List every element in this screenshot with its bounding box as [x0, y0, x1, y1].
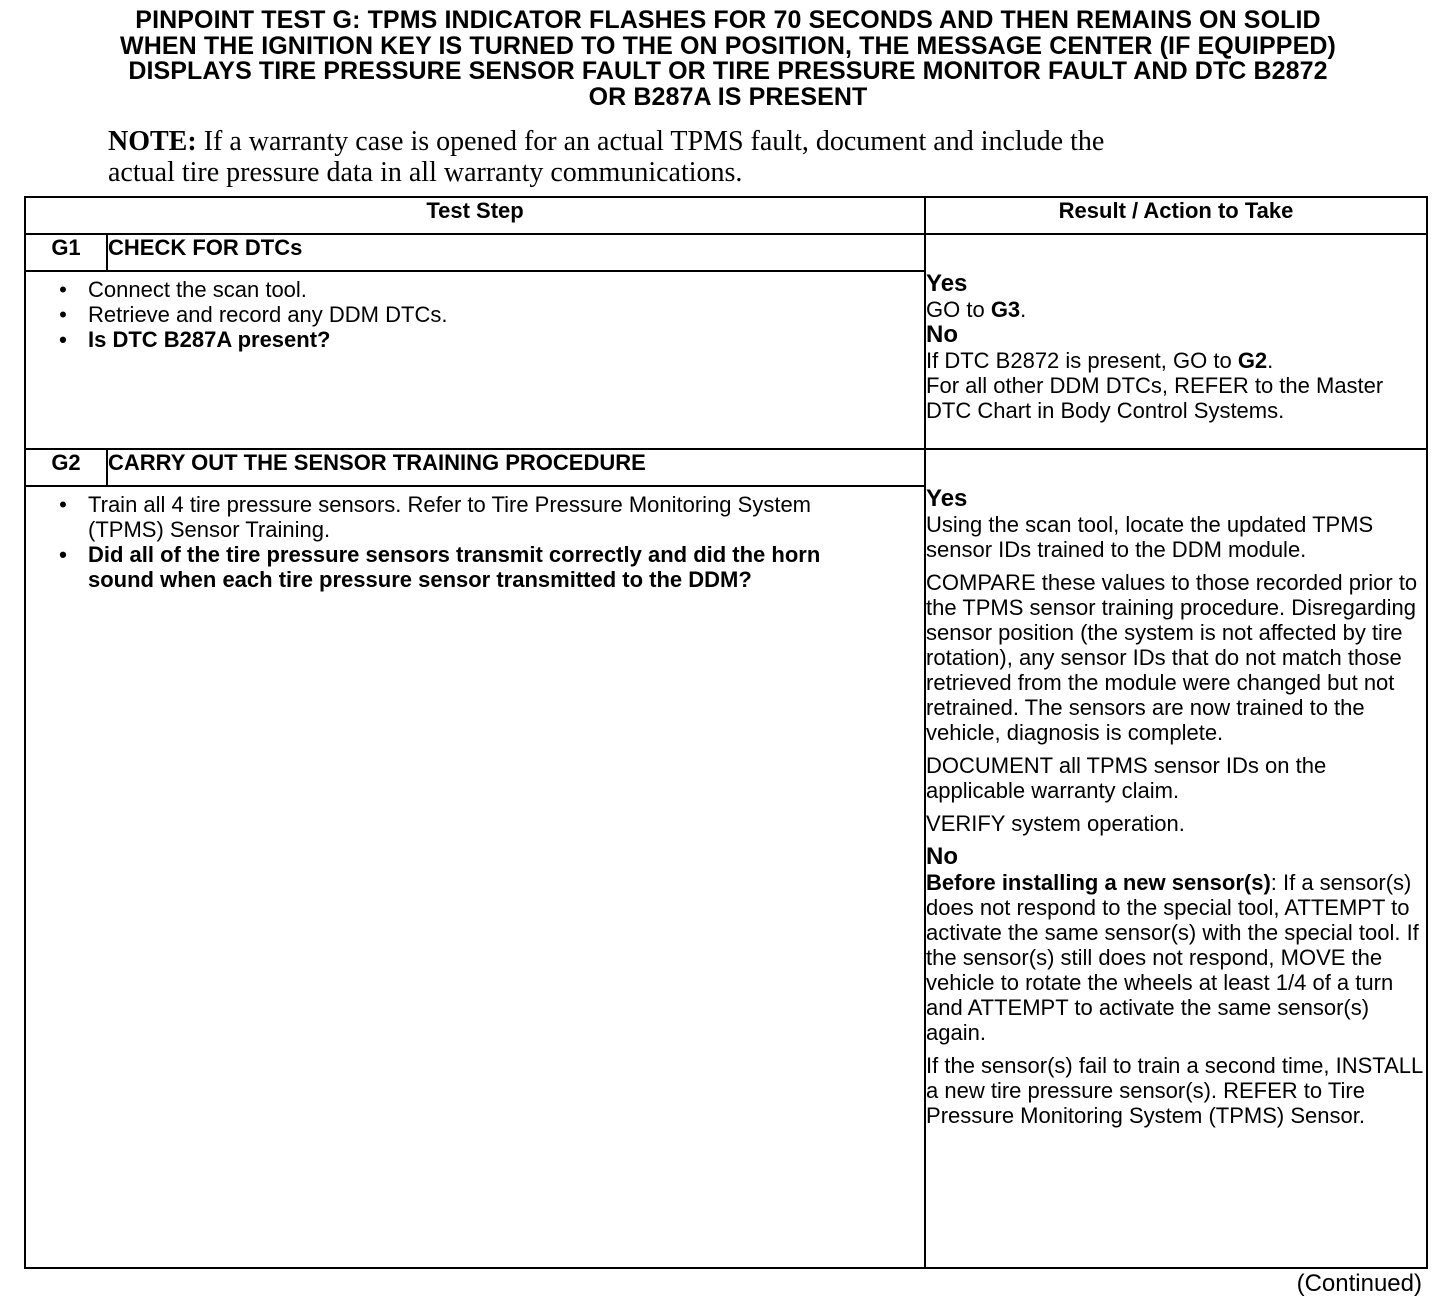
- g1-yes-text-pre: GO to: [926, 297, 991, 322]
- g1-bullet-list: [26, 272, 924, 352]
- g2-question: Did all of the tire pressure sensors transmit correctly and did the horn sound when each tire pressure sensor transmitted to the DDM?: [88, 542, 821, 592]
- g1-yes-ref: G3: [990, 297, 1021, 322]
- g1-yes-text: [926, 297, 1426, 322]
- g2-yes-para-1: Using the scan tool, locate the updated TPMS sensor IDs trained to the DDM module.: [926, 512, 1374, 562]
- title-line-3: DISPLAYS TIRE PRESSURE SENSOR FAULT OR TIRE PRESSURE MONITOR FAULT AND DTC B2872: [128, 57, 1328, 85]
- g2-bullet-list: [26, 487, 924, 592]
- g1-bullet-1: Connect the scan tool.: [88, 277, 307, 302]
- step-g2-id: G2: [25, 449, 107, 486]
- pinpoint-test-title: [20, 8, 1436, 110]
- g1-no-text-pre: If DTC B2872 is present, GO to: [926, 348, 1238, 373]
- pinpoint-test-table: [24, 196, 1428, 1269]
- list-item: • Retrieve and record any DDM DTCs.: [59, 302, 448, 327]
- g1-no-text: [926, 348, 1426, 373]
- g2-bullet-1: Train all 4 tire pressure sensors. Refer to Tire Pressure Monitoring System (TPMS) Sensor Training.: [88, 492, 812, 542]
- g2-yes-para-2: COMPARE these values to those recorded prior to the TPMS sensor training procedure. Disregarding sensor position (the system is not affected by tire rotation), any sensor IDs that do not match those retrieved from the module were changed but not retrained. The sensors are now trained to the vehicle, diagnosis is complete.: [926, 570, 1418, 745]
- note-line-1: [108, 126, 1308, 157]
- g1-bullet-2: Retrieve and record any DDM DTCs.: [88, 302, 448, 327]
- note-text-1: If a warranty case is opened for an actual TPMS fault, document and include the: [196, 126, 1105, 157]
- g2-yes-label: Yes: [926, 485, 968, 512]
- step-g1-id: G1: [25, 234, 107, 271]
- g1-no-ref: G2: [1237, 348, 1268, 373]
- g2-yes-para-4: VERIFY system operation.: [926, 811, 1185, 836]
- warranty-note: [108, 126, 1308, 188]
- list-item: • Did all of the tire pressure sensors transmit correctly and did the horn sound when each tire pressure sensor transmitted to the DDM?: [59, 542, 821, 592]
- g2-no-para-2: If the sensor(s) fail to train a second time, INSTALL a new tire pressure sensor(s). REFER to Tire Pressure Monitoring System (TPMS) Sensor.: [926, 1053, 1423, 1128]
- step-g2-title: CARRY OUT THE SENSOR TRAINING PROCEDURE: [107, 449, 925, 486]
- table-header-row: [25, 197, 1427, 234]
- g2-no-para-1: [926, 870, 1426, 1045]
- g1-no-text-post: .: [1267, 348, 1274, 373]
- g1-yes-text-post: .: [1020, 297, 1027, 322]
- step-g2-body: [25, 486, 925, 1268]
- title-line-2: WHEN THE IGNITION KEY IS TURNED TO THE ON POSITION, THE MESSAGE CENTER (IF EQUIPPED): [120, 31, 1336, 60]
- list-item: • Train all 4 tire pressure sensors. Refer to Tire Pressure Monitoring System (TPMS) Sensor Training.: [59, 492, 812, 542]
- g2-no-para-1-rest: : If a sensor(s) does not respond to the special tool, ATTEMPT to activate the same sensor(s) with the special tool. If the sensor(s) still does not respond, MOVE the vehicle to rotate the wheels at least 1/4 of a turn and ATTEMPT to activate the same sensor(s) again.: [926, 870, 1419, 1045]
- step-g1-title-row: [25, 234, 1427, 271]
- step-g2-title-row: [25, 449, 1427, 486]
- note-line-2: actual tire pressure data in all warranty communications.: [108, 157, 743, 188]
- g2-yes-para-3: DOCUMENT all TPMS sensor IDs on the applicable warranty claim.: [926, 753, 1327, 803]
- g2-no-bold-lead: Before installing a new sensor(s): [926, 870, 1271, 895]
- g1-no-text-2: For all other DDM DTCs, REFER to the Master DTC Chart in Body Control Systems.: [926, 373, 1384, 423]
- g1-no-label: No: [926, 321, 959, 348]
- header-test-step: Test Step: [25, 197, 925, 234]
- title-line-4: OR B287A IS PRESENT: [588, 82, 868, 111]
- title-line-1: PINPOINT TEST G: TPMS INDICATOR FLASHES FOR 70 SECONDS AND THEN REMAINS ON SOLID: [135, 6, 1321, 34]
- list-item: • Is DTC B287A present?: [59, 327, 331, 352]
- g1-yes-label: Yes: [926, 270, 968, 297]
- step-g1-body: [25, 271, 925, 449]
- note-label: NOTE:: [108, 126, 197, 157]
- list-item: • Connect the scan tool.: [59, 277, 307, 302]
- g1-question: Is DTC B287A present?: [88, 327, 331, 352]
- step-g1-result: [925, 234, 1427, 449]
- header-result-action: Result / Action to Take: [925, 197, 1427, 234]
- continued-label: (Continued): [1296, 1270, 1422, 1297]
- g2-no-label: No: [926, 843, 959, 870]
- step-g2-result: [925, 449, 1427, 1268]
- step-g1-title: CHECK FOR DTCs: [107, 234, 925, 271]
